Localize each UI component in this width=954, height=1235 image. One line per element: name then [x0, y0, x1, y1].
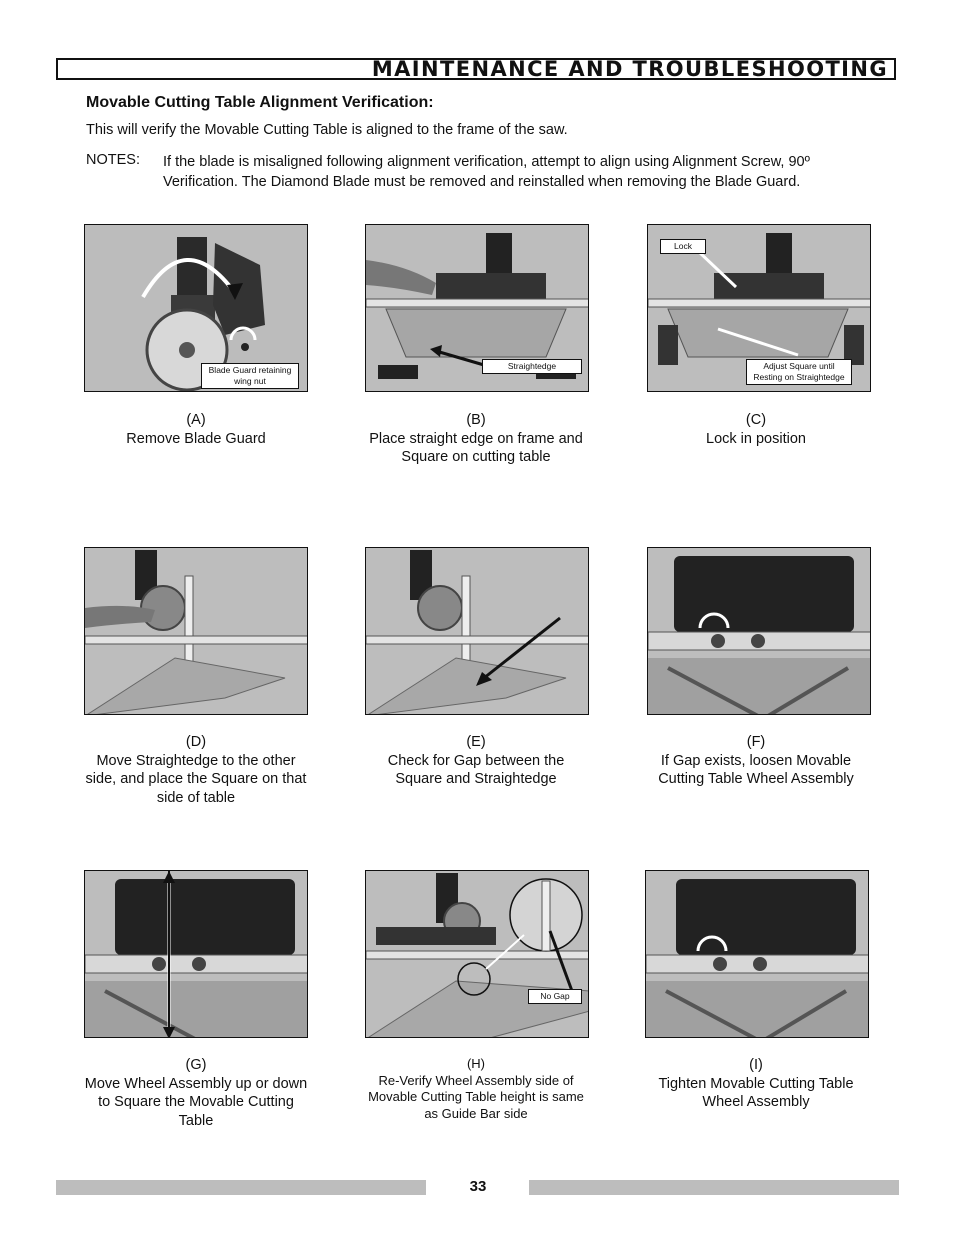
- caption-step-i: [644, 1056, 868, 1112]
- tag-blade-guard-wing-nut: Blade Guard retaining wing nut: [201, 363, 299, 389]
- caption-step-d-text: Move Straightedge to the other side, and place the Square on that side of table: [85, 752, 307, 806]
- caption-step-h: [364, 1056, 588, 1122]
- caption-step-g-text: Move Wheel Assembly up or down to Square the Movable Cutting Table: [84, 1075, 308, 1129]
- photo-step-g: [84, 870, 308, 1038]
- caption-step-b-text: Place straight edge on frame and Square on cutting table: [369, 430, 583, 465]
- footer-bar-left: [56, 1180, 426, 1195]
- tag-straightedge: Straightedge: [482, 359, 582, 374]
- tag-lock: Lock: [660, 239, 706, 254]
- photo-step-i: [645, 870, 869, 1038]
- photo-step-b: [365, 224, 589, 392]
- caption-step-a-id: (A): [186, 412, 206, 428]
- footer-bar-right: [529, 1180, 899, 1195]
- tag-adjust-square: Adjust Square until Resting on Straightedge: [746, 359, 852, 385]
- caption-step-e: [364, 733, 588, 789]
- caption-step-d-id: (D): [185, 734, 207, 750]
- photo-step-c: [647, 224, 871, 392]
- caption-step-f-text: If Gap exists, loosen Movable Cutting Table Wheel Assembly: [658, 752, 854, 787]
- caption-step-c-id: (C): [745, 412, 767, 428]
- notes-text: If the blade is misaligned following alignment verification, attempt to align using Alignment Screw, 90º Verification. The Diamond Blade must be removed and reinstalled when removing the Blade Guard.: [163, 154, 810, 190]
- photo-step-d: [84, 547, 308, 715]
- page-title: MAINTENANCE AND TROUBLESHOOTING: [371, 57, 888, 81]
- caption-step-i-text: Tighten Movable Cutting Table Wheel Assembly: [658, 1075, 854, 1110]
- section-title: Movable Cutting Table Alignment Verification:: [86, 94, 434, 111]
- caption-step-f: [644, 733, 868, 789]
- photo-step-f: [647, 547, 871, 715]
- intro-text: This will verify the Movable Cutting Table is aligned to the frame of the saw.: [86, 122, 568, 138]
- photo-step-e: [365, 547, 589, 715]
- notes-label: NOTES:: [86, 152, 140, 168]
- caption-step-i-id: (I): [749, 1057, 763, 1073]
- caption-step-e-id: (E): [466, 734, 486, 750]
- caption-step-g-id: (G): [185, 1057, 207, 1073]
- photo-step-h: [365, 870, 589, 1038]
- caption-step-c: [644, 411, 868, 448]
- caption-step-a: [84, 411, 308, 448]
- caption-step-b-id: (B): [466, 412, 486, 428]
- tag-no-gap: No Gap: [528, 989, 582, 1004]
- page-number: 33: [469, 1178, 487, 1195]
- caption-step-d: [84, 733, 308, 807]
- caption-step-a-text: Remove Blade Guard: [126, 430, 266, 447]
- header-bar: [56, 58, 896, 80]
- caption-step-g: [84, 1056, 308, 1130]
- caption-step-b: [364, 411, 588, 467]
- photo-step-a: [84, 224, 308, 392]
- caption-step-h-id: (H): [466, 1056, 486, 1071]
- caption-step-h-text: Re-Verify Wheel Assembly side of Movable Cutting Table height is same as Guide Bar side: [368, 1072, 584, 1121]
- caption-step-c-text: Lock in position: [706, 430, 806, 447]
- caption-step-f-id: (F): [746, 734, 766, 750]
- caption-step-e-text: Check for Gap between the Square and Straightedge: [387, 752, 565, 787]
